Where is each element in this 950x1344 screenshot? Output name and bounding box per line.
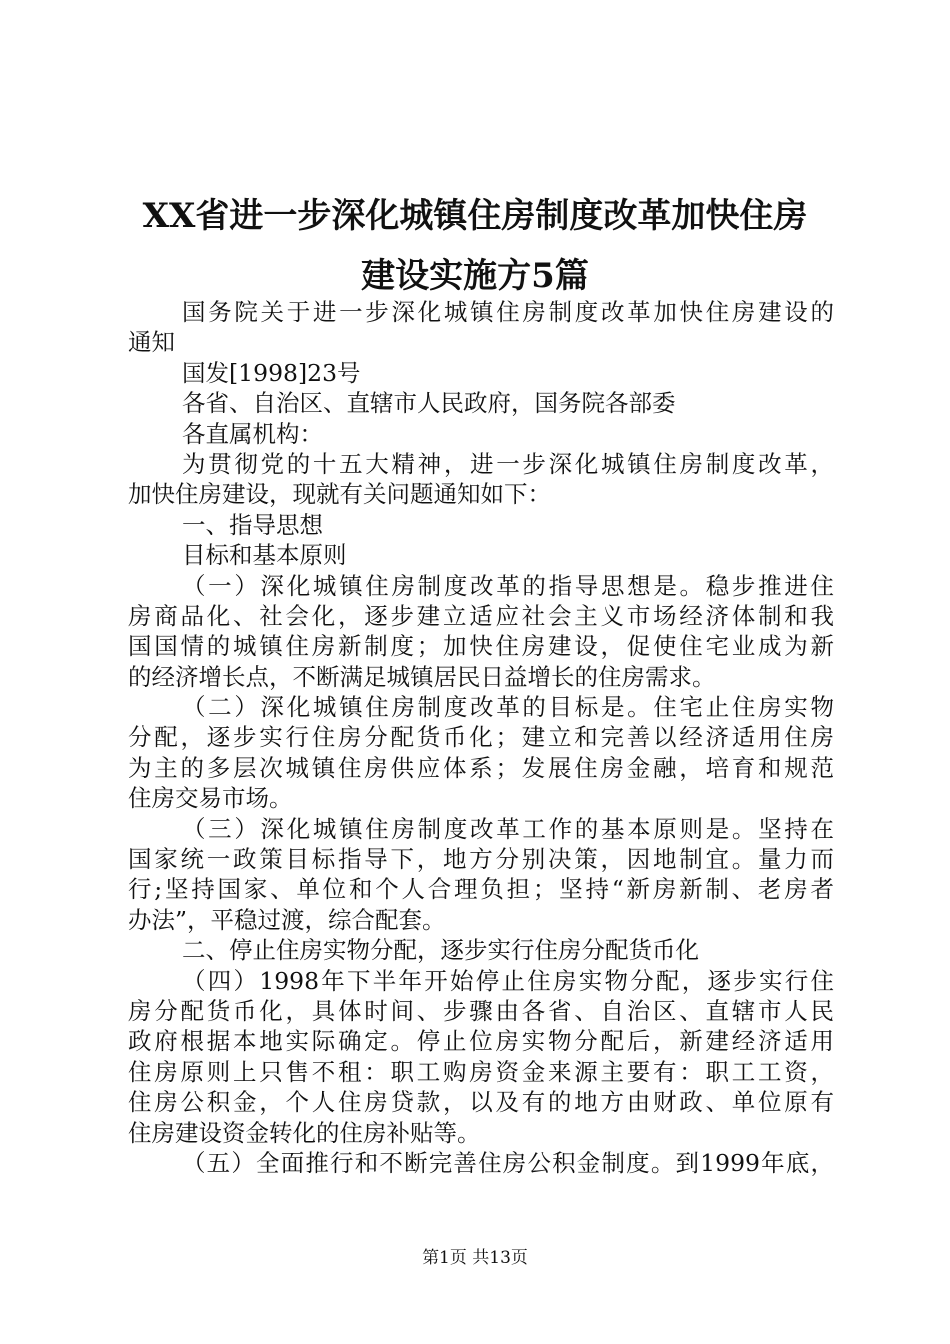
body-line: 行;坚持国家、单位和个人合理负担；坚持“新房新制、老房者: [128, 875, 834, 904]
body-line: 加快住房建设，现就有关问题通知如下：: [128, 480, 551, 509]
body-line: 各省、自治区、直辖市人民政府，国务院各部委: [182, 389, 676, 418]
body-line: 通知: [128, 328, 175, 357]
document-title-line-1: XX省进一步深化城镇住房制度改革加快住房: [142, 196, 808, 236]
body-line: （三）深化城镇住房制度改革工作的基本原则是。坚持在: [182, 814, 834, 843]
body-line: 的经济增长点，不断满足城镇居民日益增长的住房需求。: [128, 662, 716, 691]
document-title-line-2: 建设实施方5篇: [361, 256, 589, 296]
page-footer: [0, 1243, 950, 1268]
body-line: 各直属机构：: [182, 419, 323, 448]
body-line: 房商品化、社会化，逐步建立适应社会主义市场经济体制和我: [128, 601, 834, 630]
document-body: [128, 297, 834, 1178]
body-line: 目标和基本原则: [182, 541, 347, 570]
body-line: 住房原则上只售不租：职工购房资金来源主要有：职工工资，: [128, 1057, 834, 1086]
body-line: 政府根据本地实际确定。停止位房实物分配后，新建经济适用: [128, 1027, 834, 1056]
body-line: （二）深化城镇住房制度改革的目标是。住宅止住房实物: [182, 693, 834, 722]
body-line: 国务院关于进一步深化城镇住房制度改革加快住房建设的: [182, 298, 834, 326]
body-line: 二、停止住房实物分配，逐步实行住房分配货币化: [182, 936, 699, 965]
body-line: （五）全面推行和不断完善住房公积金制度。到1999年底，: [182, 1148, 834, 1177]
body-line: （一）深化城镇住房制度改革的指导思想是。稳步推进住: [182, 571, 834, 600]
body-line: 办法”，平稳过渡，综合配套。: [128, 905, 446, 934]
body-line: 分配，逐步实行住房分配货币化；建立和完善以经济适用住房: [128, 723, 834, 752]
body-line: 房分配货币化，具体时间、步骤由各省、自治区、直辖市人民: [128, 996, 834, 1025]
body-line: 住房交易市场。: [128, 784, 293, 813]
body-line: 为主的多层次城镇住房供应体系；发展住房金融，培育和规范: [128, 753, 834, 782]
body-line: 住房公积金，个人住房贷款，以及有的地方由财政、单位原有: [128, 1088, 834, 1117]
body-line: 国国情的城镇住房新制度；加快住房建设，促使住宅业成为新: [128, 632, 834, 661]
page-number-label: 第1页 共13页: [422, 1248, 528, 1268]
body-line: 国发[1998]23号: [182, 358, 361, 387]
body-line: 国家统一政策目标指导下，地方分别决策，因地制宜。量力而: [128, 845, 834, 874]
body-line: 一、指导思想: [182, 510, 323, 539]
body-line: 住房建设资金转化的住房补贴等。: [128, 1118, 481, 1147]
body-line: （四）1998年下半年开始停止住房实物分配，逐步实行住: [182, 966, 834, 995]
body-line: 为贯彻党的十五大精神，进一步深化城镇住房制度改革，: [182, 449, 834, 478]
